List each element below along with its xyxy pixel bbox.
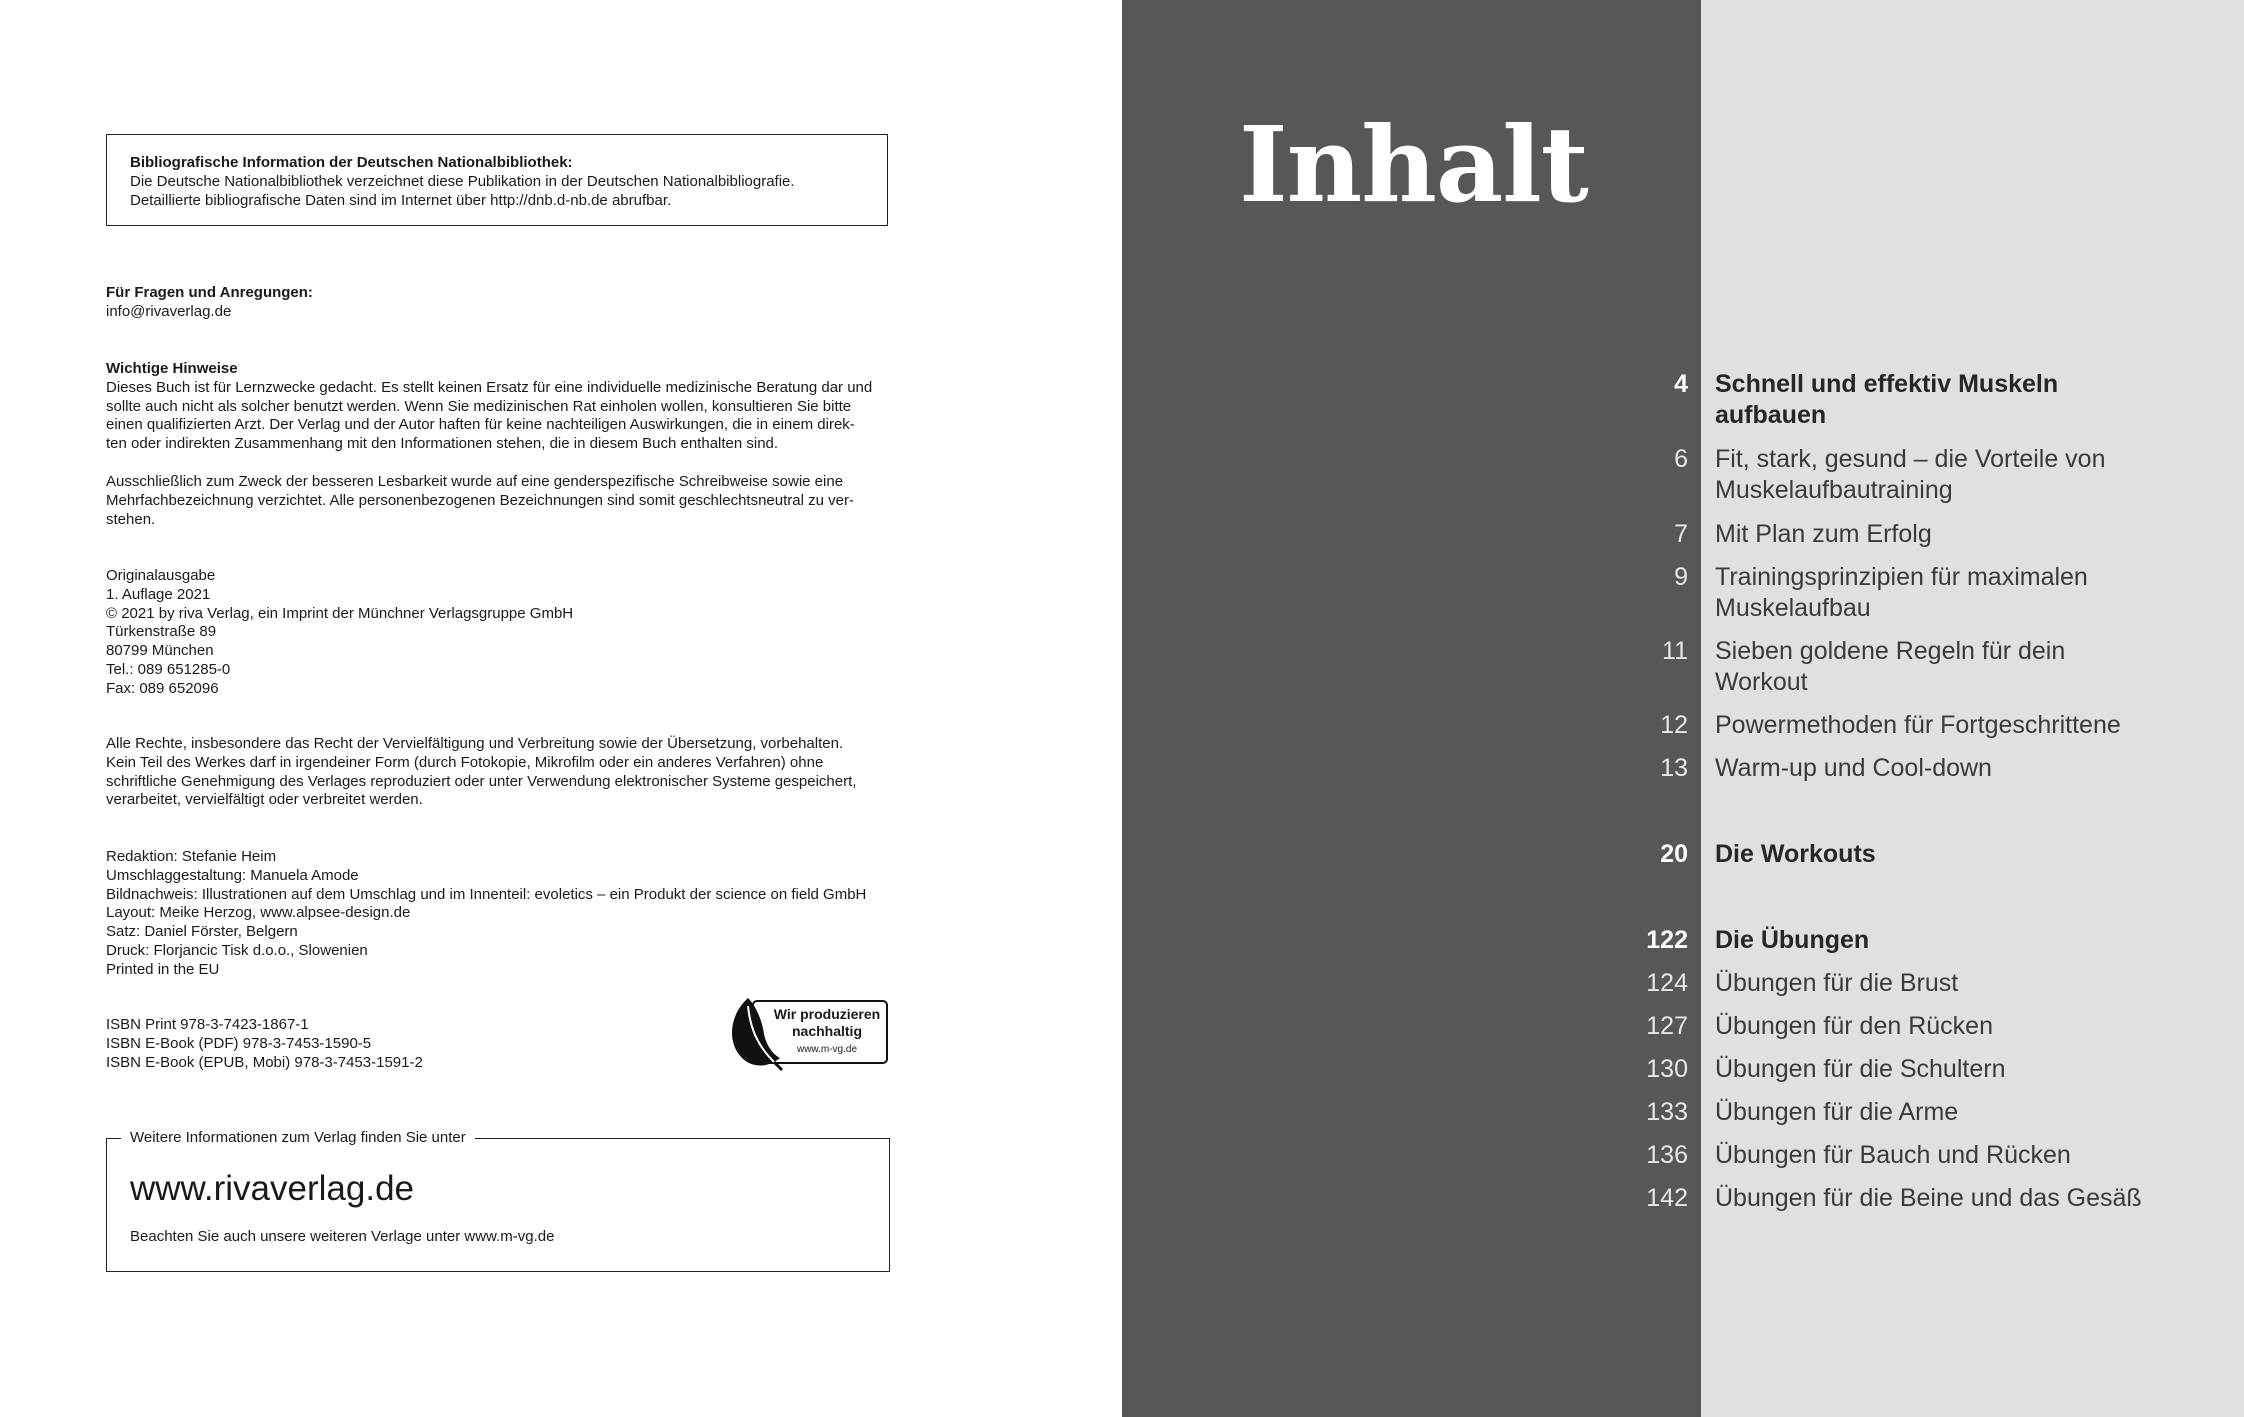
- toc-page-number: 124: [1646, 969, 1688, 997]
- notes-line: Dieses Buch ist für Lernzwecke gedacht. Es stellt keinen Ersatz für eine individuelle medizinische Beratung dar und: [106, 378, 873, 396]
- rights-block: [106, 735, 890, 810]
- toc-entry-title: Die Workouts: [1715, 840, 1876, 868]
- notes-line: Mehrfachbezeichnung verzichtet. Alle personenbezogenen Bezeichnungen sind somit geschlechtsneutral zu ver-: [106, 491, 854, 509]
- notes-line: einen qualifizierten Arzt. Der Verlag und der Autor haften für keine nachteiligen Auswirkungen, die in einem direk-: [106, 416, 855, 434]
- credit-line: Printed in the EU: [106, 960, 220, 978]
- isbn-block: [106, 1016, 606, 1072]
- edition-line: 80799 München: [106, 642, 214, 660]
- credit-line: Umschlaggestaltung: Manuela Amode: [106, 866, 359, 884]
- bibliographic-heading: Bibliografische Information der Deutschen Nationalbibliothek:: [130, 154, 573, 171]
- toc-page-number: 4: [1674, 370, 1688, 398]
- badge-line-2: nachhaltig: [791, 1023, 862, 1039]
- toc-entry-title: Fit, stark, gesund – die Vorteile von Muskelaufbautraining: [1715, 445, 2106, 504]
- notes-line: Ausschließlich zum Zweck der besseren Lesbarkeit wurde auf eine genderspezifische Schreibweise sowie eine: [106, 472, 844, 490]
- toc-page-number: 122: [1646, 926, 1688, 954]
- rights-line: verarbeitet, vervielfältigt oder verbreitet werden.: [106, 791, 423, 809]
- contact-block: [106, 284, 890, 322]
- publisher-web-box: [106, 1129, 890, 1272]
- credit-line: Druck: Florjancic Tisk d.o.o., Slowenien: [106, 941, 368, 959]
- toc-page-number: 127: [1646, 1012, 1688, 1040]
- isbn-line: ISBN Print 978-3-7423-1867-1: [106, 1016, 309, 1033]
- toc-page-number: 9: [1674, 563, 1688, 591]
- toc-entry-title: Übungen für die Schultern: [1715, 1055, 2006, 1083]
- toc-entry-title: Sieben goldene Regeln für dein Workout: [1715, 637, 2066, 696]
- toc-page-number: 6: [1674, 445, 1688, 473]
- toc-entry-title: Übungen für die Beine und das Gesäß: [1715, 1184, 2142, 1212]
- toc-page-number: 133: [1646, 1098, 1688, 1126]
- rights-line: Alle Rechte, insbesondere das Recht der Vervielfältigung und Verbreitung sowie der Übersetzung, vorbehalten.: [106, 735, 844, 752]
- rights-line: schriftliche Genehmigung des Verlages reproduziert oder unter Verwendung elektronischer Systeme gespeichert,: [106, 772, 857, 790]
- bibliographic-info-box: [106, 134, 888, 226]
- credit-line: Bildnachweis: Illustrationen auf dem Umschlag und im Innenteil: evoletics – ein Produkt der science on field GmbH: [106, 885, 867, 903]
- credit-line: Satz: Daniel Förster, Belgern: [106, 923, 298, 941]
- toc-entry-title: Die Übungen: [1715, 926, 1870, 954]
- toc-page-number: 11: [1662, 637, 1688, 665]
- edition-block: [106, 567, 890, 699]
- badge-line-1: Wir produzieren: [773, 1006, 881, 1022]
- bibliographic-line: Detaillierte bibliografische Daten sind im Internet über http://dnb.d-nb.de abrufbar.: [130, 192, 672, 209]
- edition-line: © 2021 by riva Verlag, ein Imprint der Münchner Verlagsgruppe GmbH: [106, 604, 574, 622]
- toc-entry-title: Übungen für die Arme: [1715, 1098, 1959, 1126]
- notes-line: stehen.: [106, 510, 156, 528]
- toc-entry-title: Übungen für den Rücken: [1715, 1012, 1993, 1040]
- toc-entry-title: Warm-up und Cool-down: [1715, 754, 1992, 782]
- contents-page: [1122, 0, 2244, 1417]
- contents-title: Inhalt: [1239, 103, 1588, 226]
- web-box-legend: Weitere Informationen zum Verlag finden Sie unter: [121, 1128, 475, 1148]
- contact-email[interactable]: info@rivaverlag.de: [106, 302, 232, 320]
- toc-page-number: 7: [1674, 520, 1688, 548]
- toc-entry-title: Powermethoden für Fortgeschrittene: [1715, 711, 2121, 739]
- isbn-line: ISBN E-Book (EPUB, Mobi) 978-3-7453-1591-2: [106, 1053, 423, 1071]
- credit-line: Redaktion: Stefanie Heim: [106, 848, 277, 865]
- publisher-url[interactable]: www.rivaverlag.de: [130, 1169, 414, 1208]
- edition-line: 1. Auflage 2021: [106, 585, 211, 603]
- credit-line: Layout: Meike Herzog, www.alpsee-design.de: [106, 904, 411, 922]
- toc-page-number: 20: [1660, 840, 1688, 868]
- contact-heading: Für Fragen und Anregungen:: [106, 284, 313, 301]
- notes-line: ten oder indirekten Zusammenhang mit den Informationen stehen, die in diesem Buch enthalten sind.: [106, 435, 779, 453]
- toc-entry-title: Übungen für Bauch und Rücken: [1715, 1141, 2071, 1169]
- toc-page-number: 136: [1646, 1141, 1688, 1169]
- toc-entry-title: Mit Plan zum Erfolg: [1715, 520, 1932, 548]
- notes-line: sollte auch nicht als solcher benutzt werden. Wenn Sie medizinischen Rat einholen wollen, konsultieren Sie bitte: [106, 397, 852, 415]
- edition-line: Türkenstraße 89: [106, 623, 217, 641]
- toc-entry-title: Trainingsprinzipien für maximalen Muskelaufbau: [1715, 563, 2088, 622]
- toc-entry-title: Übungen für die Brust: [1715, 969, 1959, 997]
- badge-url[interactable]: www.m-vg.de: [796, 1044, 857, 1055]
- paragraph-spacer: [106, 454, 890, 473]
- isbn-line: ISBN E-Book (PDF) 978-3-7453-1590-5: [106, 1034, 372, 1052]
- web-box-hint: Beachten Sie auch unsere weiteren Verlage unter www.m-vg.de: [130, 1228, 555, 1245]
- edition-line: Tel.: 089 651285-0: [106, 660, 231, 678]
- rights-line: Kein Teil des Werkes darf in irgendeiner Form (durch Fotokopie, Mikrofilm oder ein anderes Verfahren) ohne: [106, 753, 824, 771]
- credits-block: [106, 848, 890, 980]
- bibliographic-line: Die Deutsche Nationalbibliothek verzeichnet diese Publikation in der Deutschen Nationalbibliografie.: [130, 173, 795, 190]
- edition-line: Fax: 089 652096: [106, 679, 219, 697]
- edition-line: Originalausgabe: [106, 567, 216, 584]
- important-notes: [106, 360, 890, 529]
- toc-page-number: 142: [1646, 1184, 1688, 1212]
- sustainability-badge: [728, 996, 890, 1068]
- toc-page-number: 13: [1660, 754, 1688, 782]
- toc-entry-title: Schnell und effektiv Muskeln aufbauen: [1715, 370, 2059, 429]
- notes-heading: Wichtige Hinweise: [106, 360, 238, 377]
- toc-page-number: 12: [1660, 711, 1688, 739]
- toc-page-number: 130: [1646, 1055, 1688, 1083]
